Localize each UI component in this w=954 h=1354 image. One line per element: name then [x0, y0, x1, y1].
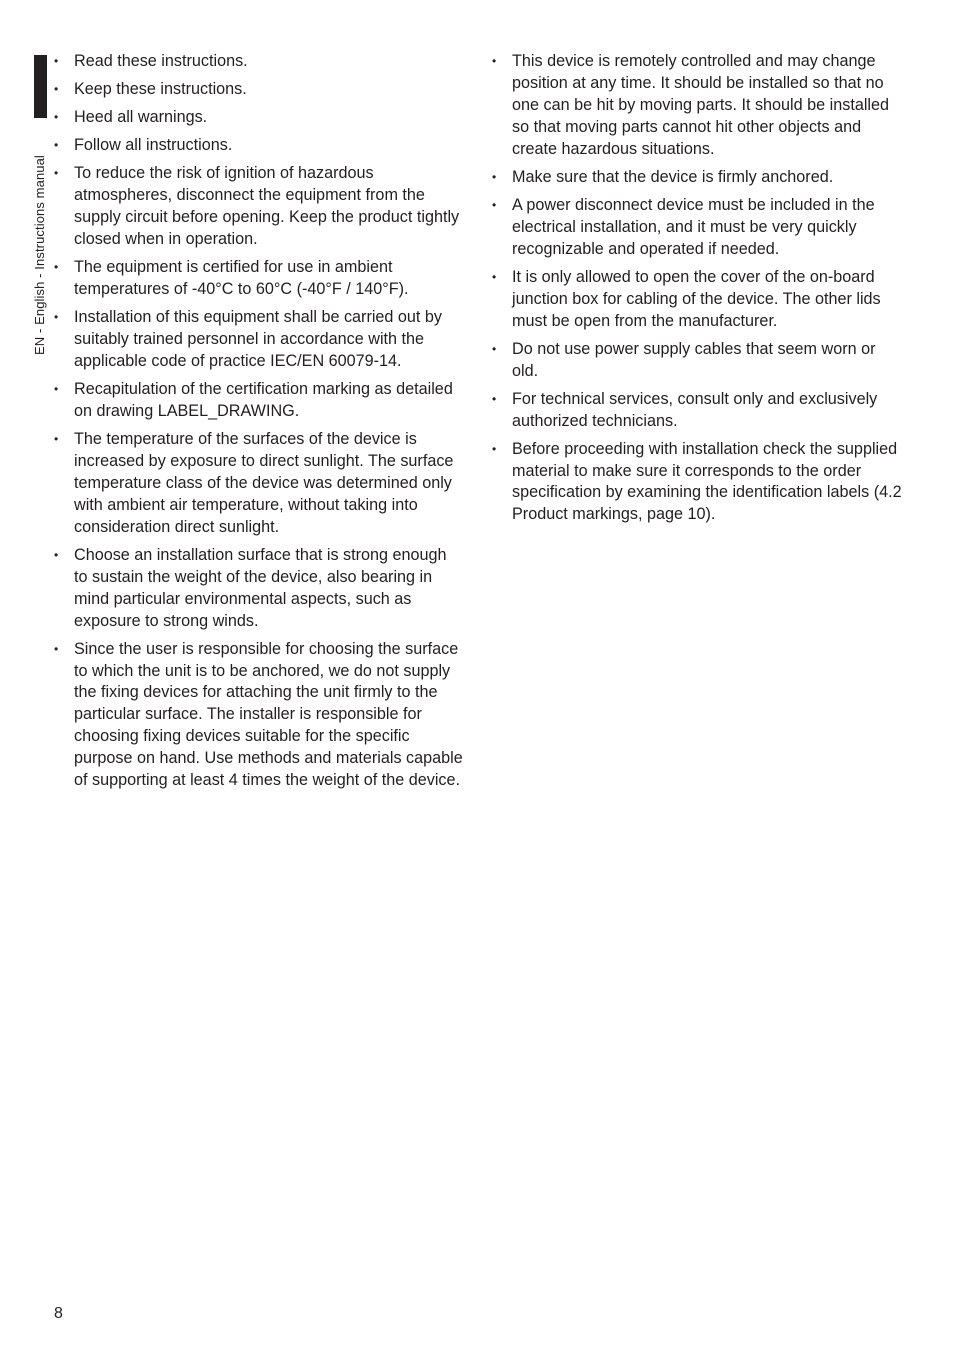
list-item-text: Before proceeding with installation check the supplied material to make sure it corresponds to the order specification by examining the identification labels (4.2 Product markings, page 10). — [512, 439, 902, 524]
bullet-icon: • — [54, 310, 59, 325]
bullet-icon: • — [492, 269, 497, 284]
section-marker-bar — [34, 55, 47, 118]
list-item-text: The temperature of the surfaces of the device is increased by exposure to direct sunlight. The surface temperature class of the device was determined only with ambient air temperature, without taking into consideration direct sunlight. — [74, 430, 454, 536]
bullet-icon: • — [54, 54, 59, 68]
instructions-list-right — [492, 51, 902, 532]
list-item-text: Since the user is responsible for choosing the surface to which the unit is to be anchored, we do not supply the fixing devices for attaching the unit firmly to the particular surface. The installer is responsible for choosing fixing devices suitable for the specific purpose on hand. Use methods and materials capable of supporting at least 4 times the weight of the device. — [74, 639, 463, 790]
bullet-icon: • — [492, 341, 497, 356]
list-item — [492, 51, 902, 161]
list-item — [54, 107, 464, 129]
list-item — [54, 429, 464, 539]
list-item — [54, 163, 464, 251]
list-item — [54, 51, 464, 73]
list-item-text: This device is remotely controlled and may change position at any time. It should be installed so that no one can be hit by moving parts. It should be installed so that moving parts cannot hit other objects and create hazardous situations. — [512, 52, 890, 158]
bullet-icon: • — [54, 138, 59, 153]
list-item — [492, 439, 902, 527]
list-item-text: It is only allowed to open the cover of the on-board junction box for cabling of the device. The other lids must be open from the manufacturer. — [512, 267, 881, 330]
bullet-icon: • — [492, 441, 497, 456]
bullet-icon: • — [54, 432, 59, 447]
list-item — [492, 339, 902, 383]
list-item-text: Installation of this equipment shall be carried out by suitably trained personnel in accordance with the applicable code of practice IEC/EN 60079-14. — [74, 308, 443, 370]
list-item — [492, 195, 902, 261]
list-item-text: Do not use power supply cables that seem worn or old. — [512, 339, 876, 380]
bullet-icon: • — [54, 641, 59, 656]
list-item — [54, 379, 464, 423]
list-item-text: Recapitulation of the certification marking as detailed on drawing LABEL_DRAWING. — [74, 380, 453, 420]
list-item — [54, 545, 464, 633]
list-item — [54, 307, 464, 373]
list-item-text: Read these instructions. — [74, 52, 248, 70]
list-item-text: To reduce the risk of ignition of hazardous atmospheres, disconnect the equipment from the supply circuit before opening. Keep the product tightly closed when in operation. — [74, 164, 460, 249]
list-item-text: Choose an installation surface that is strong enough to sustain the weight of the device, also bearing in mind particular environmental aspects, such as exposure to strong winds. — [74, 545, 447, 630]
list-item-text: Keep these instructions. — [74, 80, 247, 99]
bullet-icon: • — [54, 382, 59, 397]
list-item — [492, 389, 902, 433]
list-item — [54, 639, 464, 792]
instructions-list-left — [54, 51, 464, 798]
list-item — [54, 79, 464, 101]
list-item-text: Follow all instructions. — [74, 136, 233, 155]
bullet-icon: • — [54, 82, 59, 97]
list-item-text: Make sure that the device is firmly anchored. — [512, 167, 834, 186]
page-number: 8 — [54, 1305, 63, 1322]
bullet-icon: • — [492, 54, 497, 68]
bullet-icon: • — [54, 110, 59, 125]
bullet-icon: • — [492, 197, 497, 212]
list-item-text: A power disconnect device must be included in the electrical installation, and it must be very quickly recognizable and operated if needed. — [512, 195, 875, 258]
bullet-icon: • — [54, 166, 59, 181]
bullet-icon: • — [492, 391, 497, 406]
bullet-icon: • — [54, 260, 59, 275]
list-item-text: For technical services, consult only and exclusively authorized technicians. — [512, 389, 878, 430]
bullet-icon: • — [492, 169, 497, 184]
section-side-label: EN - English - Instructions manual — [32, 155, 47, 355]
list-item — [492, 167, 902, 189]
list-item-text: The equipment is certified for use in ambient temperatures of -40°C to 60°C (-40°F / 140°F). — [74, 258, 409, 299]
list-item — [54, 135, 464, 157]
list-item — [54, 257, 464, 301]
bullet-icon: • — [54, 547, 59, 562]
list-item-text: Heed all warnings. — [74, 108, 208, 127]
list-item — [492, 267, 902, 333]
